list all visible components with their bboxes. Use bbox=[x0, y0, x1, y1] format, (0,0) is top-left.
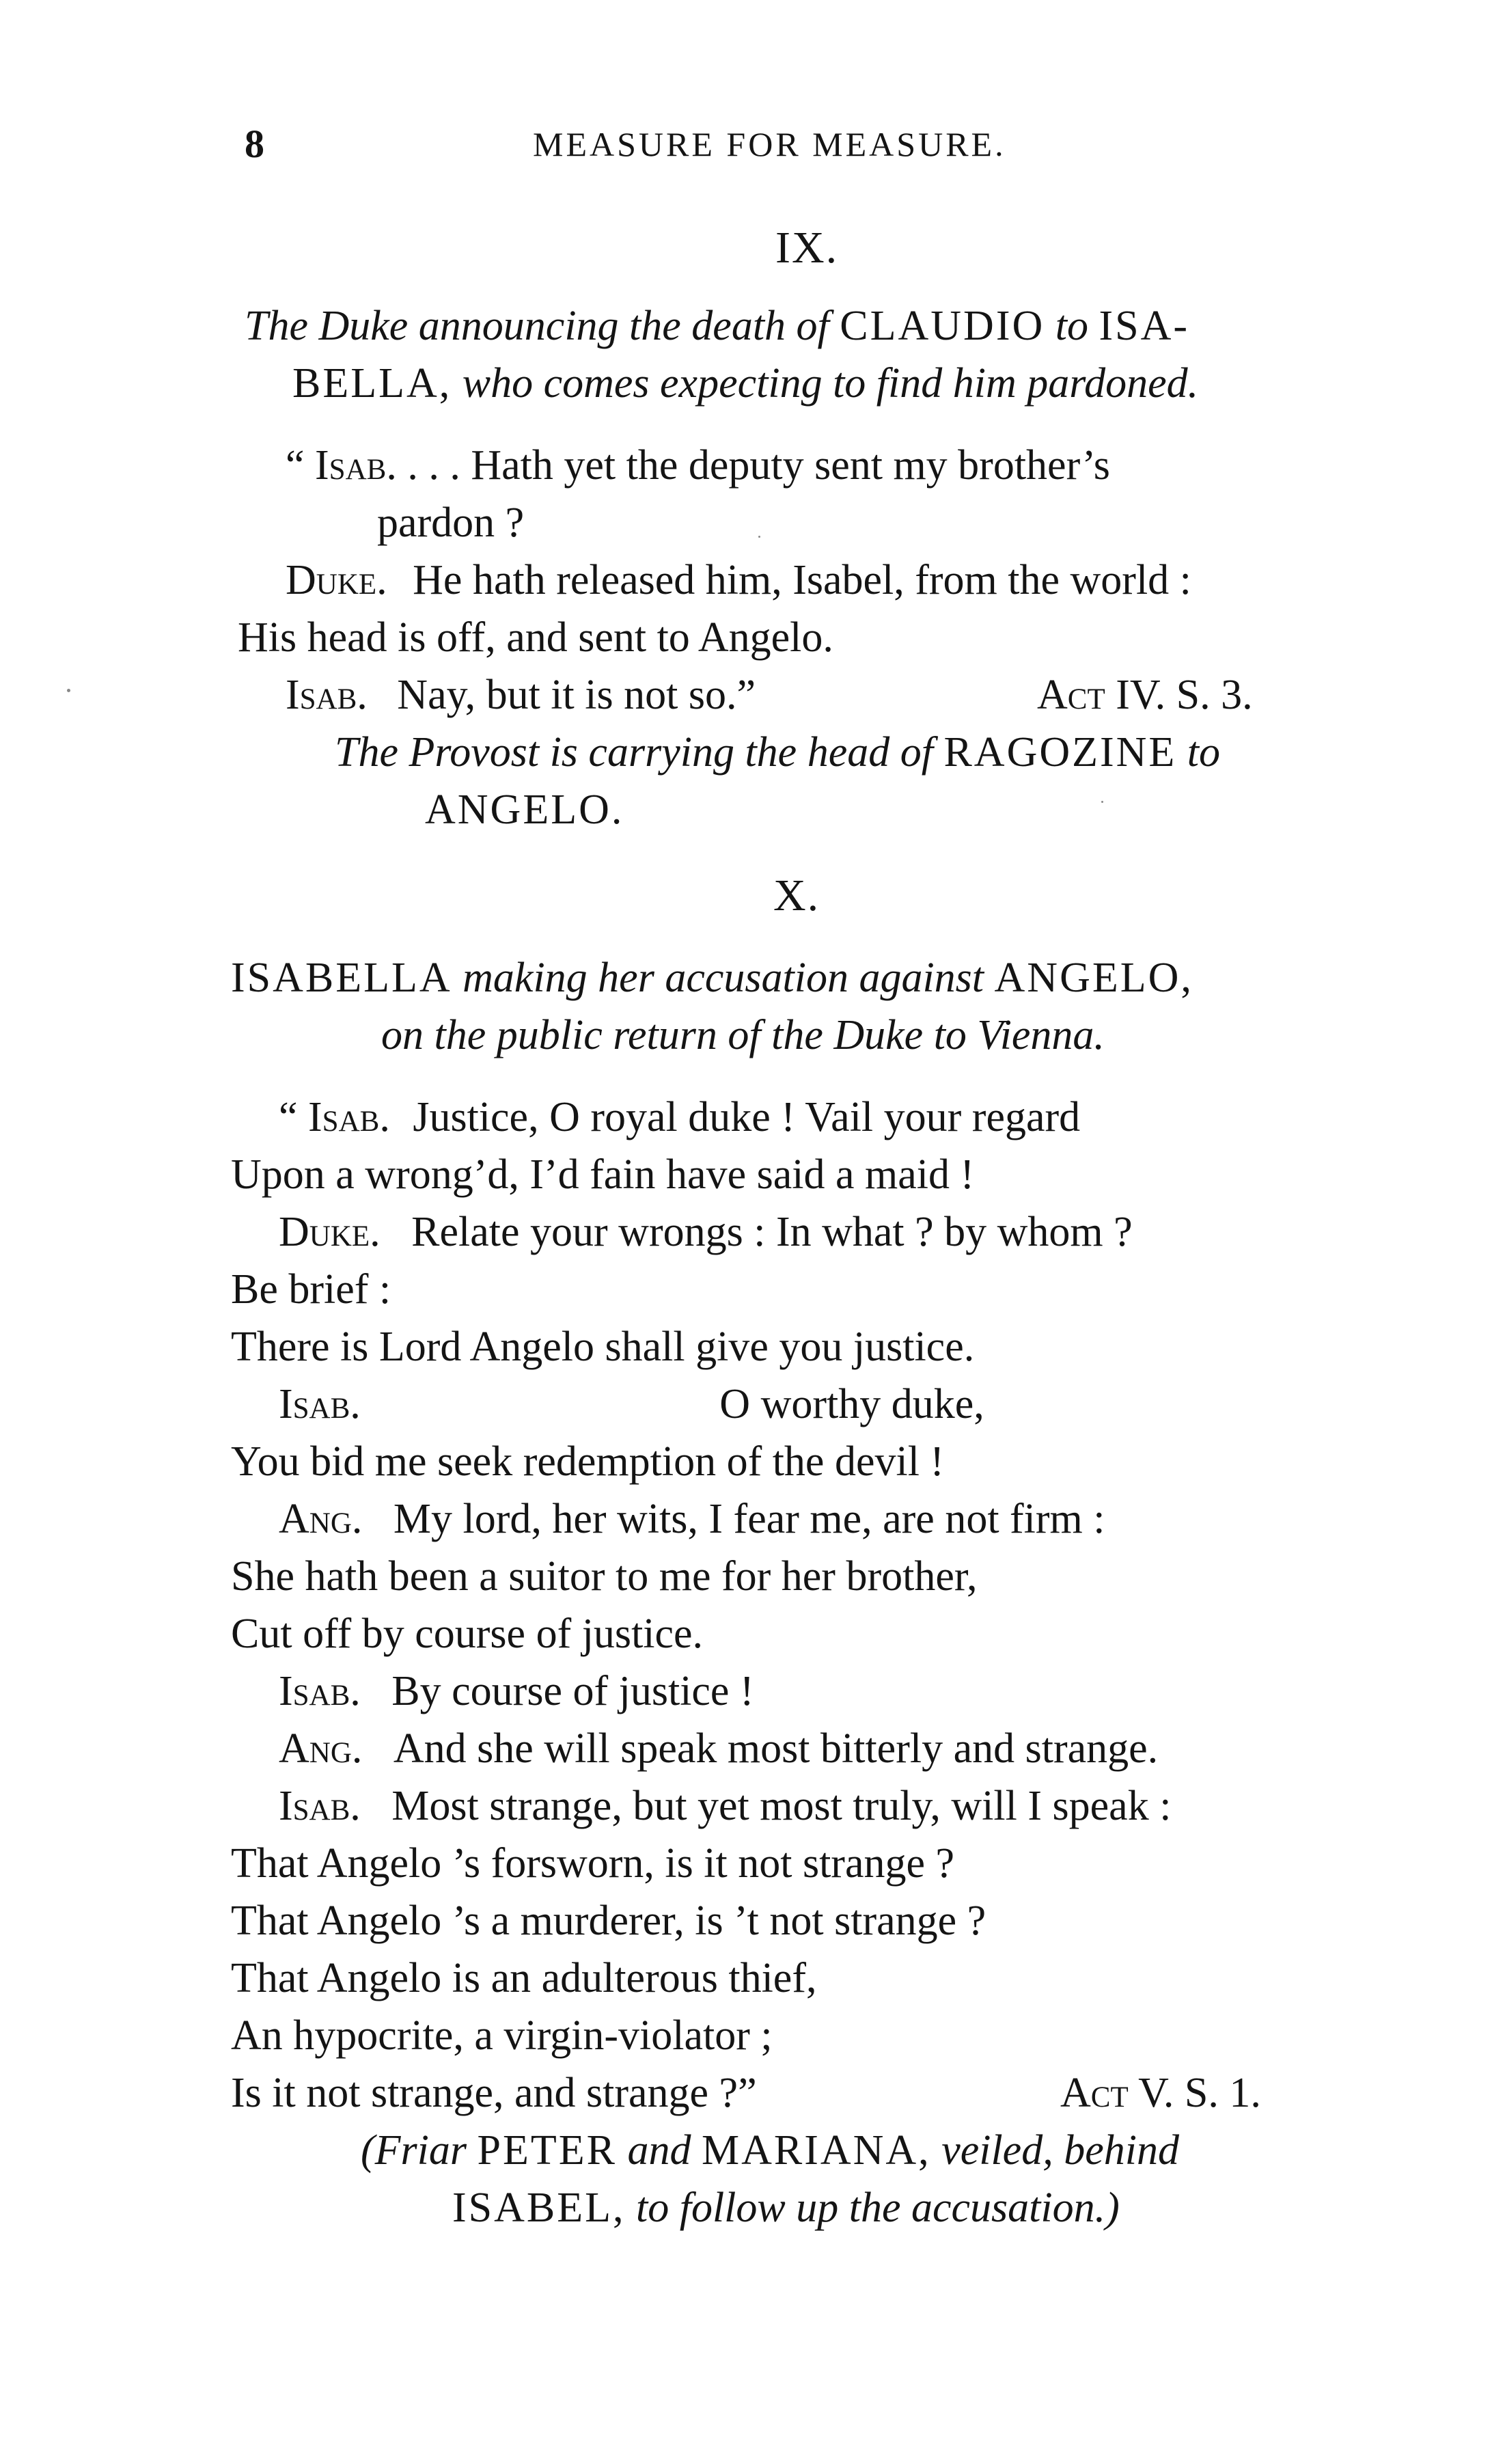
print-speck bbox=[67, 689, 70, 692]
stage-note-name-mariana: MARIANA, bbox=[701, 2127, 931, 2174]
page-number: 8 bbox=[245, 122, 264, 166]
verse-line: That Angelo ’s forsworn, is it not strange ? bbox=[231, 1840, 954, 1887]
speaker-name: Isab. bbox=[279, 1381, 361, 1427]
caption-ix-line-1 bbox=[245, 305, 1189, 347]
verse-line: His head is off, and sent to Angelo. bbox=[238, 614, 833, 661]
running-title: MEASURE FOR MEASURE. bbox=[533, 125, 1006, 163]
caption-ix-name-isa: ISA- bbox=[1099, 303, 1190, 349]
speaker-name: Duke. bbox=[279, 1209, 381, 1255]
caption-x-name-isabella: ISABELLA bbox=[231, 955, 452, 1001]
stage-note-italic-1: The Provost is carrying the head of bbox=[335, 729, 933, 776]
verse-line bbox=[279, 1211, 1133, 1253]
citation-act: Act bbox=[1060, 2070, 1129, 2116]
caption-ix-name-claudio: CLAUDIO bbox=[840, 303, 1045, 349]
print-speck bbox=[1101, 801, 1103, 803]
stage-note-name-isabel: ISABEL, bbox=[452, 2185, 626, 2231]
verse-line bbox=[286, 444, 1110, 487]
caption-ix-italic-1: The Duke announcing the death of bbox=[245, 303, 829, 349]
stage-note-italic-3: veiled, behind bbox=[941, 2127, 1179, 2174]
verse-text: . . . Hath yet the deputy sent my brother’s bbox=[407, 442, 1110, 489]
stage-note-italic-4: to follow up the accusation.) bbox=[636, 2185, 1120, 2231]
speaker-name: “ Isab. bbox=[286, 442, 397, 489]
speaker-name: “ Isab. bbox=[279, 1094, 390, 1140]
caption-x-name-angelo: ANGELO, bbox=[994, 955, 1193, 1001]
verse-line: Cut off by course of justice. bbox=[231, 1611, 704, 1657]
stage-note-name-peter: PETER bbox=[477, 2127, 617, 2174]
section-numeral-ix: IX. bbox=[775, 223, 839, 273]
verse-text: O worthy duke, bbox=[719, 1381, 984, 1427]
stage-note-ix-line-1 bbox=[335, 731, 1220, 774]
citation-scene: V. S. 1. bbox=[1138, 2070, 1261, 2116]
print-speck bbox=[758, 536, 760, 538]
speaker-name: Ang. bbox=[279, 1725, 363, 1772]
verse-line bbox=[286, 674, 756, 716]
speaker-name: Isab. bbox=[286, 672, 368, 718]
verse-line bbox=[279, 1383, 984, 1425]
verse-line: There is Lord Angelo shall give you justice. bbox=[231, 1324, 975, 1370]
stage-note-italic-1: (Friar bbox=[361, 2127, 467, 2174]
stage-note-ix-line-2: ANGELO. bbox=[425, 786, 624, 833]
caption-x-line-2: on the public return of the Duke to Vienna. bbox=[381, 1012, 1105, 1058]
verse-text: He hath released him, Isabel, from the world : bbox=[413, 557, 1191, 603]
verse-text: Most strange, but yet most truly, will I speak : bbox=[391, 1783, 1172, 1829]
speaker-name: Duke. bbox=[286, 557, 387, 603]
verse-line bbox=[279, 1498, 1105, 1540]
verse-line: That Angelo is an adulterous thief, bbox=[231, 1955, 817, 2001]
verse-line: You bid me seek redemption of the devil ! bbox=[231, 1438, 945, 1485]
caption-ix-name-bella: BELLA, bbox=[292, 360, 452, 407]
verse-line bbox=[279, 1096, 1080, 1138]
verse-text: Nay, but it is not so.” bbox=[397, 672, 756, 718]
stage-note-name-ragozine: RAGOZINE bbox=[943, 729, 1177, 776]
verse-line: pardon ? bbox=[377, 499, 525, 546]
verse-text: By course of justice ! bbox=[391, 1668, 754, 1714]
verse-line bbox=[279, 1785, 1171, 1827]
caption-x-italic-1: making her accusation against bbox=[462, 955, 984, 1001]
verse-text: My lord, her wits, I fear me, are not firm : bbox=[393, 1496, 1105, 1542]
verse-line: That Angelo ’s a murderer, is ’t not strange ? bbox=[231, 1898, 986, 1944]
stage-note-x-line-2 bbox=[452, 2187, 1120, 2229]
section-numeral-x: X. bbox=[773, 871, 820, 920]
speaker-name: Isab. bbox=[279, 1783, 361, 1829]
stage-note-italic-2: to bbox=[1187, 729, 1221, 776]
verse-line: Be brief : bbox=[231, 1266, 391, 1313]
verse-line: She hath been a suitor to me for her brother, bbox=[231, 1553, 978, 1600]
verse-text: Relate your wrongs : In what ? by whom ? bbox=[411, 1209, 1133, 1255]
verse-line bbox=[279, 1727, 1158, 1770]
act-citation bbox=[1037, 674, 1253, 716]
stage-note-italic-2: and bbox=[627, 2127, 691, 2174]
verse-line bbox=[279, 1670, 754, 1712]
verse-text: And she will speak most bitterly and strange. bbox=[393, 1725, 1159, 1772]
stage-note-x-line-1 bbox=[361, 2129, 1179, 2172]
citation-act: Act bbox=[1037, 672, 1105, 718]
verse-line: An hypocrite, a virgin-violator ; bbox=[231, 2012, 773, 2059]
verse-text: Justice, O royal duke ! Vail your regard bbox=[413, 1094, 1081, 1140]
speaker-name: Isab. bbox=[279, 1668, 361, 1714]
caption-ix-italic-2: to bbox=[1055, 303, 1088, 349]
verse-line: Is it not strange, and strange ?” bbox=[231, 2070, 757, 2116]
caption-ix-italic-3: who comes expecting to find him pardoned. bbox=[462, 360, 1199, 407]
verse-line bbox=[286, 559, 1191, 601]
citation-scene: IV. S. 3. bbox=[1116, 672, 1253, 718]
verse-line: Upon a wrong’d, I’d fain have said a maid ! bbox=[231, 1151, 975, 1198]
act-citation bbox=[1060, 2072, 1261, 2114]
caption-x-line-1 bbox=[231, 957, 1193, 999]
speaker-name: Ang. bbox=[279, 1496, 363, 1542]
caption-ix-line-2 bbox=[292, 362, 1198, 405]
